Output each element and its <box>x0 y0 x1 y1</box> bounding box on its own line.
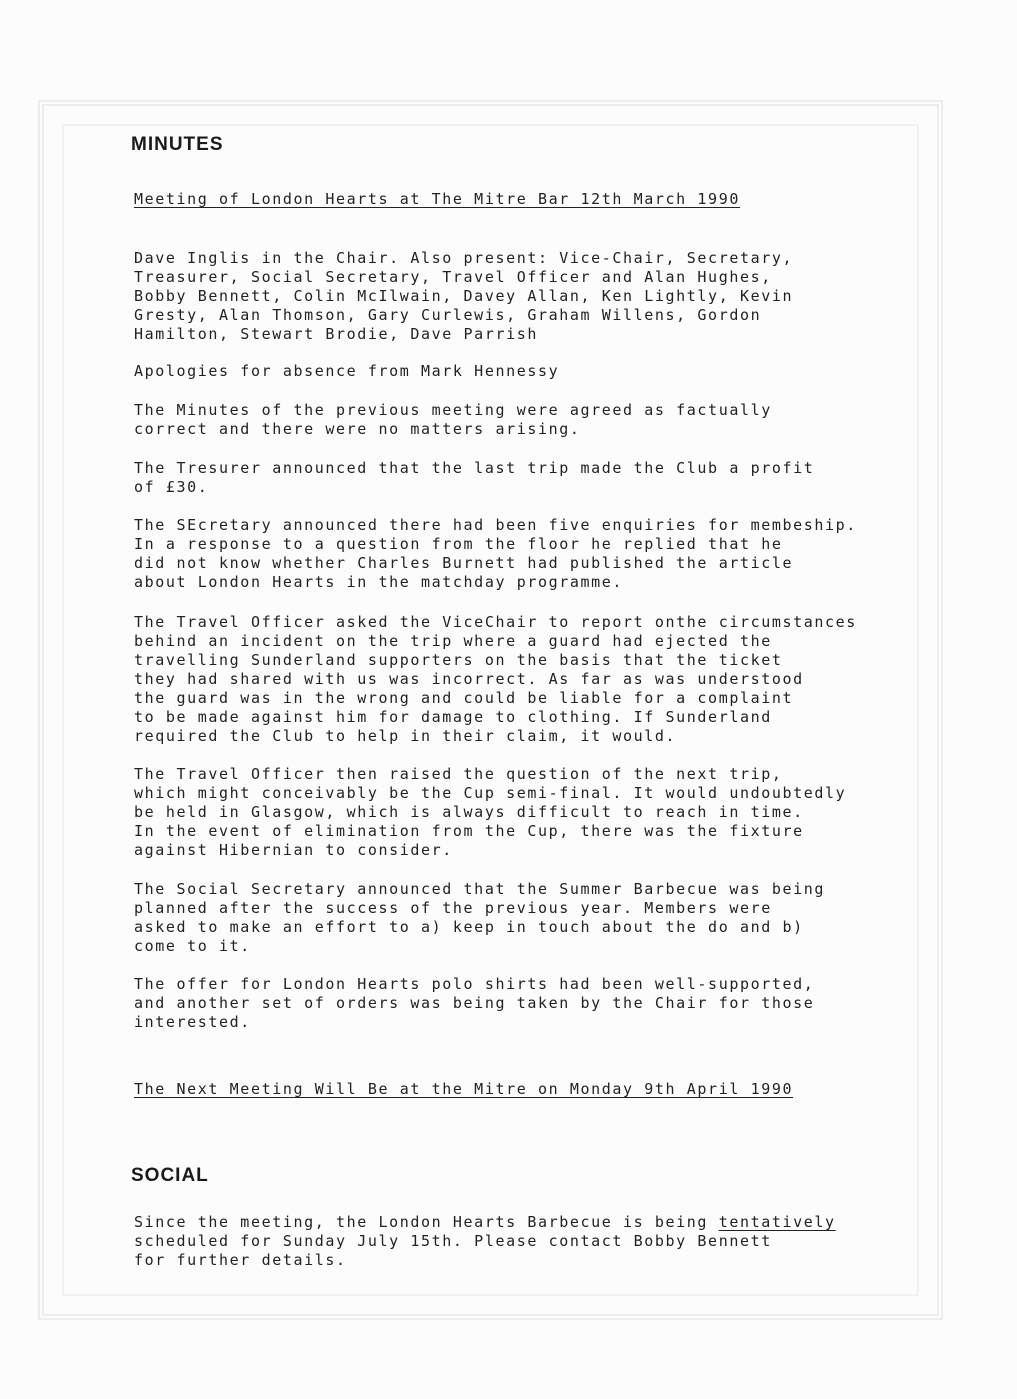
polo-shirts-paragraph: The offer for London Hearts polo shirts had been well-supported, and another set of orders was being taken by the Chair for those interested. <box>134 975 815 1031</box>
attendance-paragraph: Dave Inglis in the Chair. Also present: Vice-Chair, Secretary, Treasurer, Social Secretary, Travel Officer and Alan Hughes, Bobby Bennett, Colin McIlwain, Davey Allan, Ken Lightly, Kevin Gresty, Alan Thomson, Gary Curlewis, Graham Willens, Gordon Hamilton, Stewart Brodie, Dave Parrish <box>134 249 794 343</box>
social-secretary-paragraph: The Social Secretary announced that the Summer Barbecue was being planned after the success of the previous year. Members were asked to make an effort to a) keep in touch about the do and b) come to it. <box>134 880 825 955</box>
minutes-heading: MINUTES <box>131 134 224 155</box>
meeting-title: Meeting of London Hearts at The Mitre Bar 12th March 1990 <box>134 190 740 208</box>
secretary-paragraph: The SEcretary announced there had been five enquiries for membeship. In a response to a question from the floor he replied that he did not know whether Charles Burnett had published the article about London Hearts in the matchday programme. <box>134 516 857 591</box>
travel-next-trip-paragraph: The Travel Officer then raised the question of the next trip, which might conceivably be the Cup semi-final. It would undoubtedly be held in Glasgow, which is always difficult to reach in time. In the event of elimination from the Cup, there was the fixture against Hibernian to consider. <box>134 765 847 859</box>
social-heading: SOCIAL <box>131 1165 209 1186</box>
treasurer-paragraph: The Tresurer announced that the last trip made the Club a profit of £30. <box>134 459 815 496</box>
previous-minutes-paragraph: The Minutes of the previous meeting were agreed as factually correct and there were no matters arising. <box>134 401 772 438</box>
travel-incident-paragraph: The Travel Officer asked the ViceChair to report onthe circumstances behind an incident on the trip where a guard had ejected the travelling Sunderland supporters on the basis that the ticket they had shared with us was incorrect. As far as was understood the guard was in the wrong and could be liable for a complaint to be made against him for damage to clothing. If Sunderland required the Club to help in their claim, it would. <box>134 613 857 745</box>
apologies-paragraph: Apologies for absence from Mark Hennessy <box>134 362 560 380</box>
tentatively-underline: tentatively <box>718 1213 836 1231</box>
social-paragraph: Since the meeting, the London Hearts Barbecue is being tentatively scheduled for Sunday July 15th. Please contact Bobby Bennett for further details. <box>134 1213 836 1269</box>
next-meeting-notice: The Next Meeting Will Be at the Mitre on Monday 9th April 1990 <box>134 1080 794 1098</box>
